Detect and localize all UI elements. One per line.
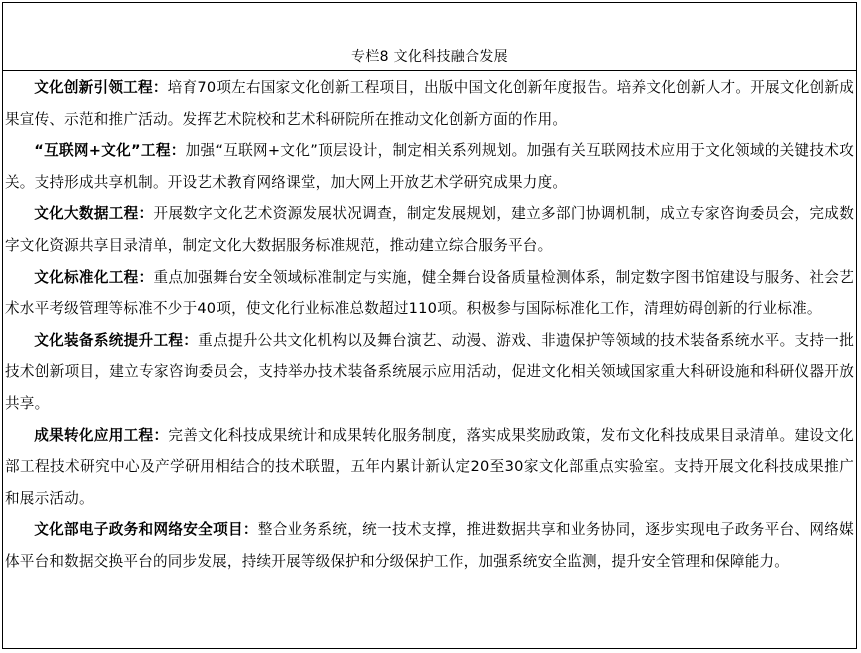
project-name: 文化标准化工程：: [34, 268, 154, 286]
paragraph-culture-big-data: [5, 198, 854, 261]
project-name: 文化大数据工程：: [34, 205, 154, 223]
project-text: 整合业务系统，统一技术支撑，推进数据共享和业务协同，逐步实现电子政务平台、网络媒体平台和数据交换平台的同步发展，持续开展等级保护和分级保护工作，加强系统安全监测，提升安全管理和保障能力。: [5, 521, 854, 570]
paragraph-internet-plus-culture: [5, 135, 854, 198]
column-title: 专栏8 文化科技融合发展: [351, 49, 508, 65]
project-text: 培育70项左右国家文化创新工程项目，出版中国文化创新年度报告。培养文化创新人才。开展文化创新成果宣传、示范和推广活动。发挥艺术院校和艺术科研院所在推动文化创新方面的作用。: [5, 79, 854, 128]
project-text: 开展数字文化艺术资源发展状况调查，制定发展规划，建立多部门协调机制，成立专家咨询委员会，完成数字文化资源共享目录清单，制定文化大数据服务标准规范，推动建立综合服务平台。: [5, 205, 854, 254]
project-text: 重点提升公共文化机构以及舞台演艺、动漫、游戏、非遗保护等领域的技术装备系统水平。支持一批技术创新项目，建立专家咨询委员会，支持举办技术装备系统展示应用活动，促进文化相关领域国家重大科研设施和科研仪器开放共享。: [5, 331, 854, 412]
column-header: [3, 3, 856, 71]
project-text: 重点加强舞台安全领域标准制定与实施，健全舞台设备质量检测体系，制定数字图书馆建设与服务、社会艺术水平考级管理等标准不少于40项，使文化行业标准总数超过110项。积极参与国际标准化工作，清理妨碍创新的行业标准。: [5, 268, 854, 318]
paragraph-culture-innovation: [5, 72, 854, 135]
project-name: 文化部电子政务和网络安全项目：: [34, 521, 258, 539]
paragraph-equipment-upgrade: [5, 325, 854, 420]
project-text: 完善文化科技成果统计和成果转化服务制度，落实成果奖励政策，发布文化科技成果目录清单。建设文化部工程技术研究中心及产学研用相结合的技术联盟，五年内累计新认定20至30家文化部重点实验室。支持开展文化科技成果推广和展示活动。: [5, 426, 854, 507]
paragraph-culture-standardization: [5, 262, 854, 325]
project-name: 文化创新引领工程：: [34, 79, 168, 96]
paragraph-achievement-transfer: [5, 420, 854, 515]
project-name: 文化装备系统提升工程：: [34, 331, 199, 349]
project-name: “互联网+文化”工程：: [34, 142, 186, 160]
column-content: [3, 72, 856, 578]
project-name: 成果转化应用工程：: [34, 426, 169, 444]
paragraph-e-government-security: [5, 514, 854, 577]
column-box: [2, 2, 857, 649]
project-text: 加强“互联网+文化”顶层设计，制定相关系列规划。加强有关互联网技术应用于文化领域的关键技术攻关。支持形成共享机制。开设艺术教育网络课堂，加大网上开放艺术学研究成果力度。: [5, 142, 854, 191]
